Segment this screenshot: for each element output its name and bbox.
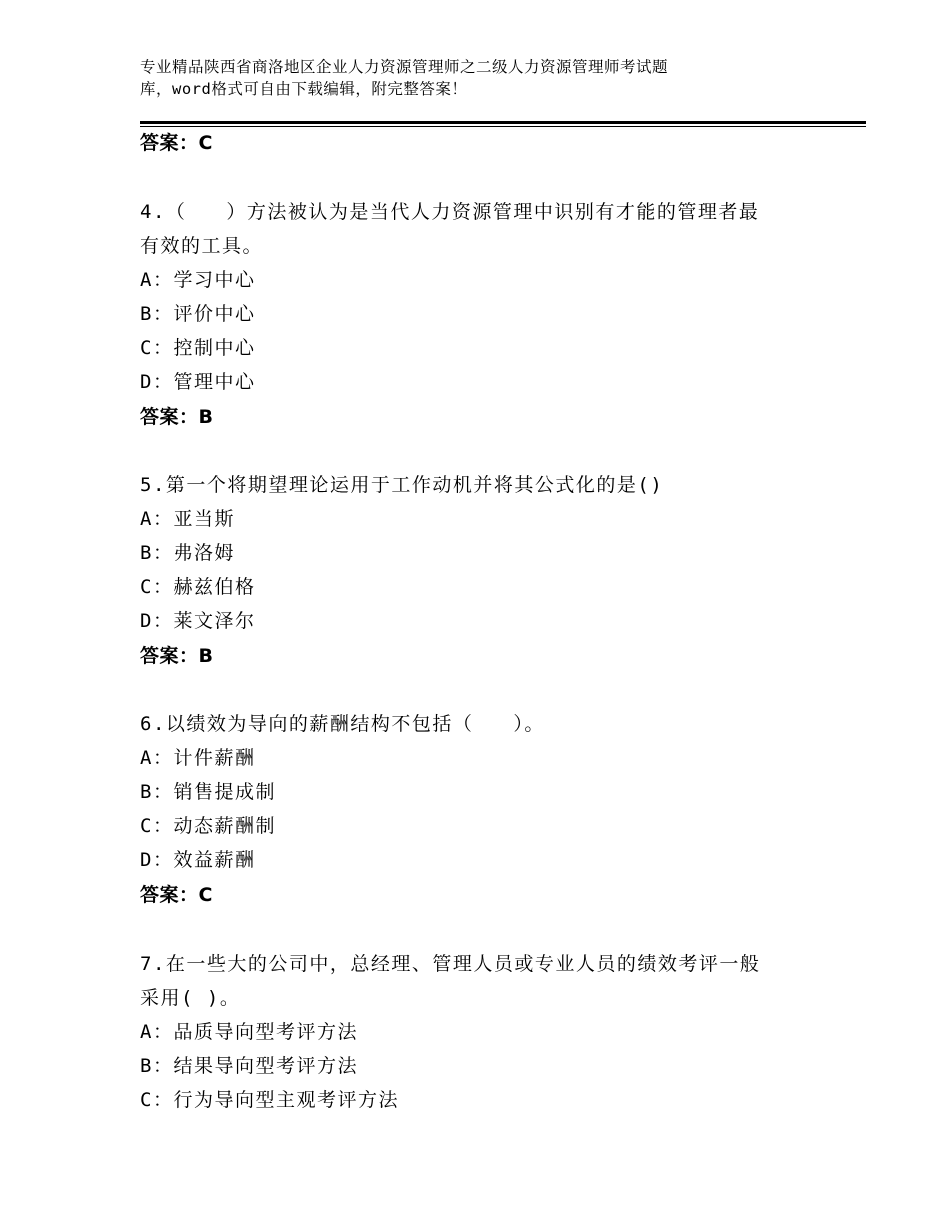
- q4-option-c: C：控制中心: [140, 337, 256, 359]
- header-rule-thin: [140, 126, 866, 127]
- q7-option-a: A：品质导向型考评方法: [140, 1021, 358, 1043]
- q6-option-b: B：销售提成制: [140, 781, 276, 803]
- q5-stem: 5.第一个将期望理论运用于工作动机并将其公式化的是(): [140, 474, 664, 496]
- q6-stem: [140, 712, 545, 736]
- q6-option-d: D：效益薪酬: [140, 849, 256, 871]
- document-header: [140, 56, 780, 100]
- q7-stem: 7.在一些大的公司中，总经理、管理人员或专业人员的绩效考评一般: [140, 953, 761, 975]
- q4-stem-line2: 有效的工具。: [140, 235, 264, 257]
- q4-option-b: B：评价中心: [140, 303, 256, 325]
- answer-q3: 答案：C: [140, 132, 213, 154]
- q5-option-c: C：赫兹伯格: [140, 576, 256, 598]
- q7-option-b: B：结果导向型考评方法: [140, 1055, 358, 1077]
- header-line-1: 专业精品陕西省商洛地区企业人力资源管理师之二级人力资源管理师考试题: [140, 58, 669, 76]
- q5-option-a: A：亚当斯: [140, 508, 235, 530]
- q7-option-c: C：行为导向型主观考评方法: [140, 1089, 399, 1111]
- q6-option-c: C：动态薪酬制: [140, 815, 276, 837]
- q5-option-b: B：弗洛姆: [140, 542, 235, 564]
- q4-stem-part2: ）方法被认为是当代人力资源管理中识别有才能的管理者最: [226, 201, 760, 223]
- q4-stem-part1: 4.（: [140, 201, 187, 223]
- q4-option-d: D：管理中心: [140, 371, 256, 393]
- q6-stem-part2: ）。: [513, 713, 545, 735]
- answer-q6: 答案：C: [140, 884, 213, 906]
- q6-option-a: A：计件薪酬: [140, 747, 256, 769]
- answer-q5: 答案：B: [140, 645, 214, 667]
- q4-stem: [140, 200, 759, 224]
- q5-option-d: D：莱文泽尔: [140, 610, 256, 632]
- q4-option-a: A：学习中心: [140, 269, 256, 291]
- q7-stem-line2: 采用( )。: [140, 987, 241, 1009]
- header-rule-thick: [140, 121, 866, 124]
- header-line-2: 库，word格式可自由下载编辑，附完整答案！: [140, 80, 468, 98]
- answer-q4: 答案：B: [140, 406, 214, 428]
- q6-stem-part1: 6.以绩效为导向的薪酬结构不包括（: [140, 713, 474, 735]
